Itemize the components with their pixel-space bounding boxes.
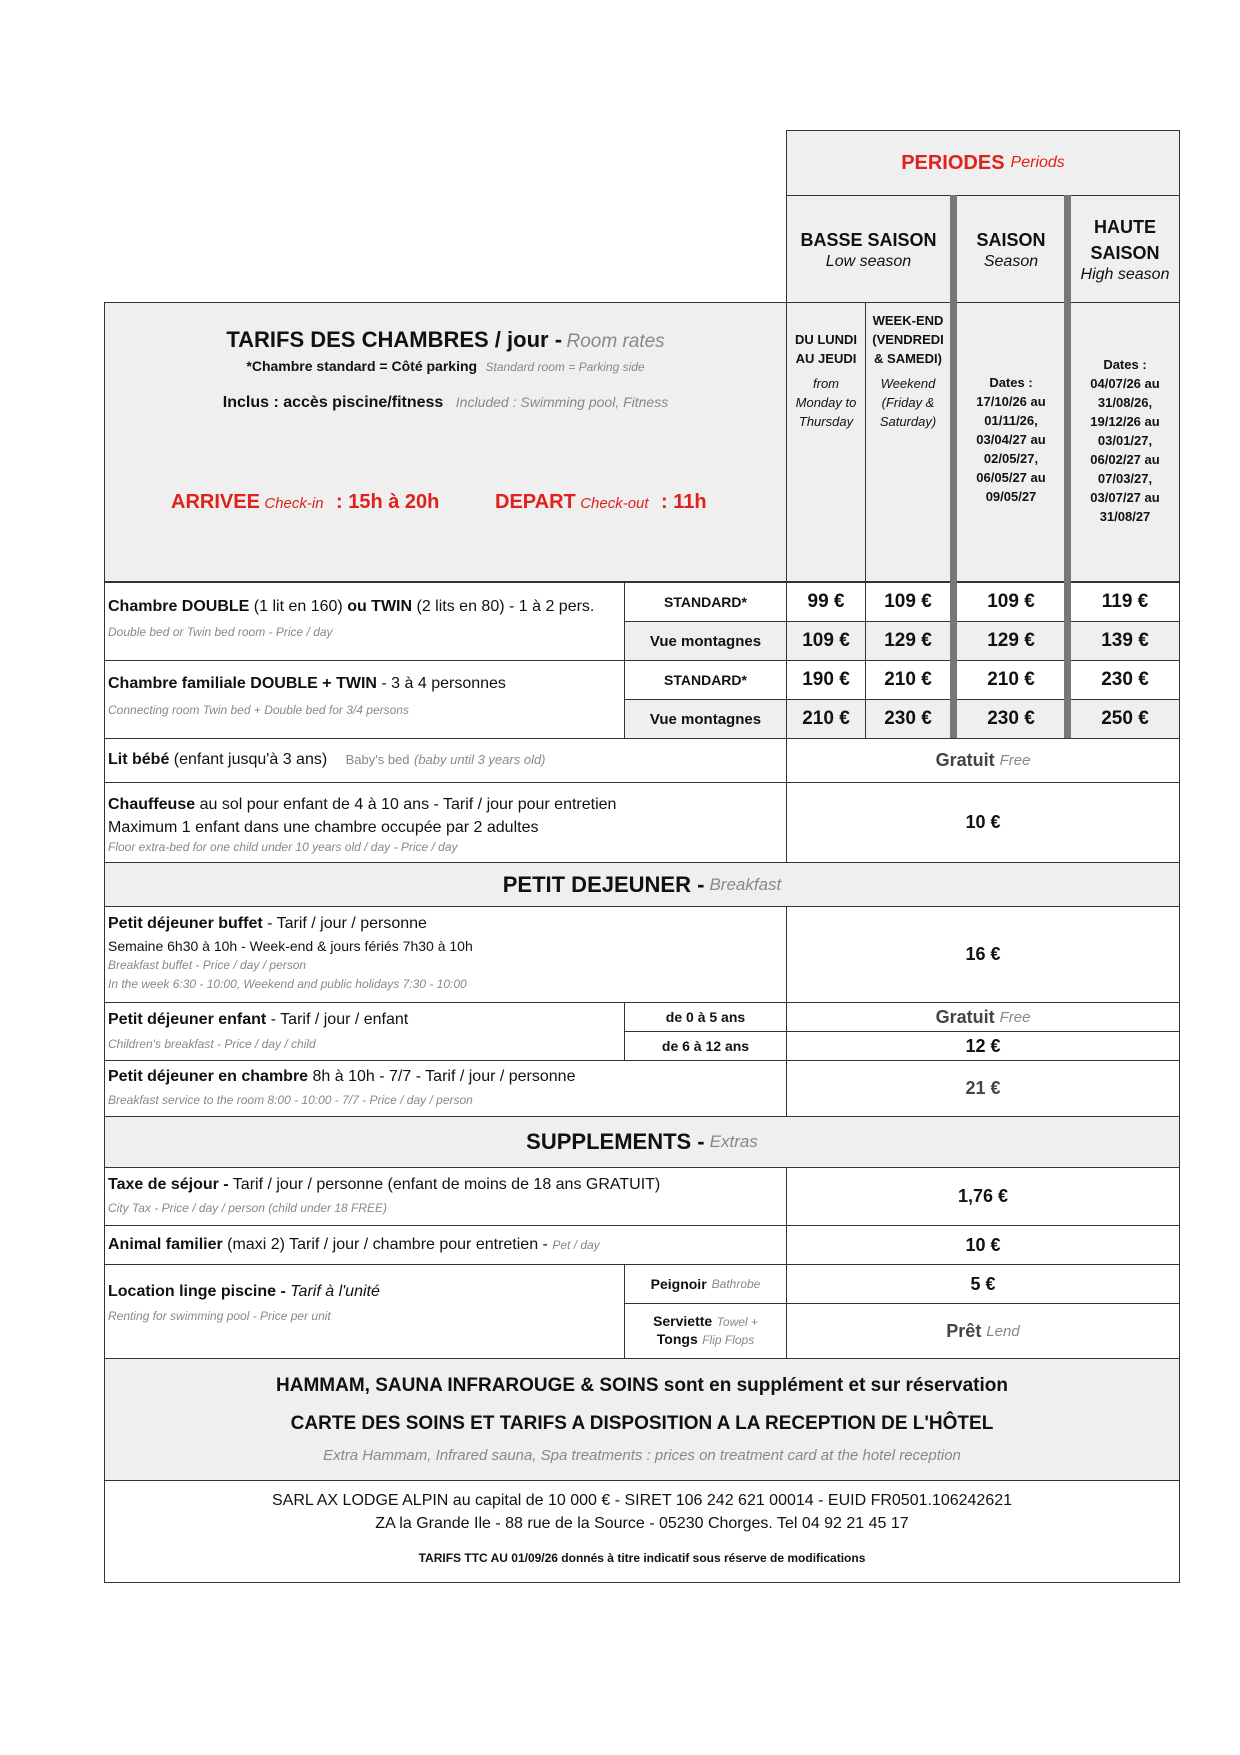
haute-saison-label-1: HAUTE — [1094, 217, 1156, 237]
breakfast-price-1-en: Free — [999, 1008, 1031, 1026]
saison-header — [956, 195, 1066, 303]
haute-dates-line: 31/08/27 — [1099, 509, 1151, 524]
lit-bebe-bold: Lit bébé — [108, 751, 170, 768]
room-price: 250 € — [1101, 708, 1149, 729]
breakfast-price-1: Gratuit — [935, 1006, 995, 1027]
saison-dates-line: Dates : — [989, 375, 1033, 390]
serviette-line — [653, 1313, 758, 1331]
spa-line-3: Extra Hammam, Infrared sauna, Spa treatments : prices on treatment card at the hotel reception — [323, 1447, 961, 1464]
saison-dates-line: 06/05/27 au — [976, 470, 1046, 485]
buffet-line-2: Semaine 6h30 à 10h - Week-end & jours fériés 7h30 à 10h — [108, 938, 473, 954]
room-name-bold-1: Chambre DOUBLE — [108, 598, 250, 615]
chauffeuse-line-1 — [108, 796, 616, 814]
column-separator-2 — [1064, 195, 1071, 738]
animal-price: 10 € — [965, 1234, 1001, 1255]
saison-dates — [957, 373, 1065, 506]
chauffeuse-bold: Chauffeuse — [108, 796, 196, 813]
tongs-line — [657, 1331, 754, 1349]
taxe-line — [108, 1176, 660, 1194]
chauffeuse-normal: au sol pour enfant de 4 à 10 ans - Tarif / jour pour entretien — [195, 796, 617, 813]
peignoir-label: Peignoir — [650, 1276, 707, 1292]
supplements-title-en: Extras — [709, 1132, 758, 1151]
room-type-label: Vue montagnes — [649, 632, 762, 650]
saison-dates-cell — [956, 302, 1066, 582]
lundi-en-3: Thursday — [798, 414, 854, 429]
checkout-en: Check-out — [580, 495, 649, 512]
checkin-en: Check-in — [264, 495, 324, 512]
animal-normal: (maxi 2) Tarif / jour / chambre pour entretien - — [222, 1236, 553, 1253]
room-name-normal-1: (1 lit en 160) — [249, 598, 348, 615]
periods-title-en: Periods — [1010, 154, 1065, 171]
room-name-bold-1: Chambre familiale DOUBLE + TWIN — [108, 675, 377, 692]
room-type-label: Vue montagnes — [649, 710, 762, 728]
breakfast-price-2: 12 € — [965, 1035, 1001, 1056]
spa-section — [104, 1358, 1180, 1481]
basse-saison-en: Low season — [825, 253, 912, 270]
buffet-sub-2: In the week 6:30 - 10:00, Weekend and public holidays 7:30 - 10:00 — [108, 977, 467, 991]
chauffeuse-price: 10 € — [965, 812, 1001, 832]
serviette-label: Serviette — [653, 1313, 713, 1329]
buffet-label-cell — [104, 906, 787, 1003]
linge-sub: Renting for swimming pool - Price per unit — [108, 1309, 331, 1323]
saison-dates-line: 01/11/26, — [984, 413, 1038, 428]
taxe-label-cell — [104, 1167, 787, 1226]
breakfast-header — [104, 862, 1180, 907]
saison-dates-line: 17/10/26 au — [976, 394, 1046, 409]
breakfast-age-1-cell — [624, 1002, 787, 1032]
lundi-jeudi-header — [786, 302, 866, 582]
room-name-normal-2: (2 lits en 80) - 1 à 2 pers. — [412, 598, 595, 615]
breakfast-title-en: Breakfast — [709, 874, 782, 894]
breakfast-room-bold: Petit déjeuner en chambre — [108, 1068, 309, 1085]
arrivee-label: ARRIVEE — [171, 491, 260, 513]
room-rates-title-en: Room rates — [566, 331, 665, 352]
breakfast-enfant-bold: Petit déjeuner enfant — [108, 1011, 267, 1028]
lundi-label-2: AU JEUDI — [795, 351, 857, 366]
room-price: 109 € — [884, 591, 932, 612]
breakfast-price-2-cell — [786, 1031, 1180, 1061]
room-price-cell — [956, 621, 1066, 661]
linge-label-cell — [104, 1264, 625, 1359]
breakfast-age-2: de 6 à 12 ans — [661, 1038, 750, 1054]
animal-price-cell — [786, 1225, 1180, 1265]
taxe-normal: Tarif / jour / personne — [228, 1176, 388, 1193]
haute-dates-line: 06/02/27 au — [1090, 452, 1160, 467]
animal-label-cell — [104, 1225, 787, 1265]
buffet-price: 16 € — [965, 944, 1001, 964]
included-en: Included : Swimming pool, Fitness — [455, 394, 669, 410]
weekend-label-3: & SAMEDI) — [874, 351, 942, 366]
weekend-label-2: (VENDREDI — [872, 332, 944, 347]
supplements-header — [104, 1116, 1180, 1168]
arrivee-time: : 15h à 20h — [336, 491, 440, 513]
basse-saison-label: BASSE SAISON — [800, 230, 937, 250]
room-label-cell — [104, 660, 625, 739]
room-name — [108, 598, 594, 616]
breakfast-enfant-label-cell — [104, 1002, 625, 1061]
breakfast-price-1-cell — [786, 1002, 1180, 1032]
standard-note: *Chambre standard = Côté parking — [246, 358, 478, 374]
buffet-bold: Petit déjeuner buffet — [108, 915, 263, 932]
peignoir-price-cell — [786, 1264, 1180, 1304]
room-price-cell — [1070, 699, 1180, 739]
room-price: 210 € — [884, 669, 932, 690]
taxe-bold: Taxe de séjour - — [108, 1176, 229, 1193]
peignoir-en: Bathrobe — [711, 1277, 761, 1291]
tongs-en: Flip Flops — [702, 1333, 755, 1347]
lit-bebe-price: Gratuit — [935, 750, 995, 770]
room-price: 210 € — [802, 708, 850, 729]
footer-disclaimer: TARIFS TTC AU 01/09/26 donnés à titre indicatif sous réserve de modifications — [418, 1551, 866, 1565]
animal-en: Pet / day — [552, 1238, 600, 1252]
included-label: Inclus : accès piscine/fitness — [222, 394, 444, 411]
room-price-cell — [1070, 582, 1180, 622]
weekend-label-1: WEEK-END — [872, 313, 944, 328]
room-rates-header — [104, 302, 787, 582]
checkout-row — [495, 491, 707, 514]
haute-dates — [1071, 355, 1179, 526]
chauffeuse-price-cell — [786, 782, 1180, 863]
room-price: 230 € — [987, 708, 1035, 729]
weekend-en-2: (Friday & — [881, 395, 935, 410]
haute-dates-line: 04/07/26 au — [1090, 376, 1160, 391]
breakfast-age-1: de 0 à 5 ans — [665, 1009, 746, 1025]
room-price-cell — [865, 660, 951, 700]
haute-dates-line: 07/03/27, — [1097, 471, 1153, 486]
depart-time: : 11h — [661, 491, 707, 513]
room-price-cell — [865, 699, 951, 739]
breakfast-room-price-cell — [786, 1060, 1180, 1117]
lit-bebe-label-cell — [104, 738, 787, 783]
room-price: 230 € — [1101, 669, 1149, 690]
spa-line-1: HAMMAM, SAUNA INFRAROUGE & SOINS sont en supplément et sur réservation — [276, 1375, 1008, 1396]
serviette-price: Prêt — [946, 1320, 982, 1341]
room-price: 230 € — [884, 708, 932, 729]
haute-dates-line: 03/01/27, — [1097, 433, 1153, 448]
room-price: 190 € — [802, 669, 850, 690]
breakfast-room-sub: Breakfast service to the room 8:00 - 10:00 - 7/7 - Price / day / person — [108, 1093, 473, 1107]
included-row — [105, 394, 786, 412]
breakfast-enfant-sub: Children's breakfast - Price / day / child — [108, 1037, 316, 1051]
saison-label: SAISON — [976, 230, 1046, 250]
supplements-title: SUPPLEMENTS - — [526, 1129, 705, 1154]
chauffeuse-sub: Floor extra-bed for one child under 10 years old / day - Price / day — [108, 840, 458, 854]
room-rates-title: TARIFS DES CHAMBRES / jour - — [226, 327, 563, 352]
buffet-sub-1: Breakfast buffet - Price / day / person — [108, 958, 307, 972]
serviette-price-cell — [786, 1303, 1180, 1359]
breakfast-enfant-line — [108, 1011, 408, 1029]
room-type-label: STANDARD* — [664, 594, 747, 610]
linge-line — [108, 1283, 380, 1301]
room-rates-title-row — [105, 327, 786, 353]
room-price-cell — [956, 660, 1066, 700]
room-type-label: STANDARD* — [664, 672, 747, 688]
standard-note-en: Standard room = Parking side — [485, 360, 645, 374]
saison-en: Season — [983, 253, 1039, 270]
serviette-price-en: Lend — [986, 1322, 1020, 1340]
column-separator-1 — [950, 195, 957, 738]
room-price-cell — [786, 621, 866, 661]
taxe-price-cell — [786, 1167, 1180, 1226]
breakfast-room-normal: 8h à 10h - 7/7 - Tarif / jour / personne — [308, 1068, 576, 1085]
room-price-cell — [865, 582, 951, 622]
lit-bebe-en: Baby's bed — [345, 752, 410, 767]
linge-bold: Location linge piscine - — [108, 1283, 286, 1300]
haute-saison-header — [1070, 195, 1180, 303]
footer — [104, 1480, 1180, 1583]
periods-title: PERIODES — [901, 151, 1005, 174]
room-price-cell — [786, 660, 866, 700]
weekend-header — [865, 302, 951, 582]
room-price-cell — [786, 582, 866, 622]
buffet-line-1 — [108, 915, 427, 933]
room-price-cell — [865, 621, 951, 661]
animal-bold: Animal familier — [108, 1236, 223, 1253]
room-price: 129 € — [987, 630, 1035, 651]
weekend-en-1: Weekend — [880, 376, 936, 391]
room-price: 99 € — [807, 591, 845, 612]
breakfast-enfant-normal: - Tarif / jour / enfant — [266, 1011, 409, 1028]
chauffeuse-line-2: Maximum 1 enfant dans une chambre occupée par 2 adultes — [108, 819, 539, 836]
lit-bebe-en-italic: (baby until 3 years old) — [414, 752, 546, 767]
breakfast-room-label-cell — [104, 1060, 787, 1117]
spa-line-2: CARTE DES SOINS ET TARIFS A DISPOSITION A LA RECEPTION DE L'HÔTEL — [290, 1413, 994, 1434]
serviette-en: Towel + — [716, 1315, 758, 1329]
chauffeuse-label-cell — [104, 782, 787, 863]
lundi-label-1: DU LUNDI — [794, 332, 858, 347]
room-type-cell — [624, 582, 787, 622]
room-price-cell — [956, 699, 1066, 739]
room-type-cell — [624, 660, 787, 700]
periods-header — [786, 130, 1180, 196]
room-price: 109 € — [987, 591, 1035, 612]
room-price-cell — [956, 582, 1066, 622]
buffet-price-cell — [786, 906, 1180, 1003]
taxe-price: 1,76 € — [957, 1186, 1009, 1206]
breakfast-room-price: 21 € — [965, 1078, 1001, 1098]
saison-dates-line: 03/04/27 au — [976, 432, 1046, 447]
lundi-en-1: from — [813, 376, 839, 391]
lit-bebe-text — [108, 751, 546, 769]
peignoir-price: 5 € — [970, 1273, 996, 1294]
taxe-sub: City Tax - Price / day / person (child under 18 FREE) — [108, 1201, 387, 1215]
haute-dates-line: Dates : — [1103, 357, 1147, 372]
room-name — [108, 675, 506, 693]
standard-note-row — [105, 358, 786, 376]
room-sub: Connecting room Twin bed + Double bed for 3/4 persons — [108, 703, 409, 717]
room-name-bold-2: ou TWIN — [347, 598, 413, 615]
depart-label: DEPART — [495, 491, 576, 513]
lit-bebe-normal: (enfant jusqu'à 3 ans) — [169, 751, 328, 768]
lit-bebe-price-cell — [786, 738, 1180, 783]
footer-company: SARL AX LODGE ALPIN au capital de 10 000 € - SIRET 106 242 621 00014 - EUID FR0501.106242621 — [271, 1492, 1013, 1509]
room-price: 129 € — [884, 630, 932, 651]
room-price: 139 € — [1101, 630, 1149, 651]
room-type-cell — [624, 621, 787, 661]
room-sub: Double bed or Twin bed room - Price / day — [108, 625, 333, 639]
breakfast-title: PETIT DEJEUNER - — [502, 871, 705, 897]
basse-saison-header — [786, 195, 951, 303]
room-name-normal-1: - 3 à 4 personnes — [376, 675, 506, 692]
checkin-row — [171, 491, 439, 514]
buffet-normal: - Tarif / jour / personne — [262, 915, 427, 932]
haute-saison-label-2: SAISON — [1090, 243, 1160, 263]
room-price: 210 € — [987, 669, 1035, 690]
haute-dates-cell — [1070, 302, 1180, 582]
haute-saison-en: High season — [1080, 266, 1170, 283]
peignoir-cell — [624, 1264, 787, 1304]
haute-dates-line: 19/12/26 au — [1090, 414, 1160, 429]
linge-italic: Tarif à l'unité — [285, 1283, 380, 1300]
room-price: 119 € — [1101, 591, 1149, 612]
haute-dates-line: 03/07/27 au — [1090, 490, 1160, 505]
taxe-child-note: (enfant de moins de 18 ans GRATUIT) — [387, 1176, 661, 1193]
room-type-cell — [624, 699, 787, 739]
lit-bebe-price-en: Free — [999, 752, 1031, 769]
room-price: 109 € — [802, 630, 850, 651]
breakfast-room-line — [108, 1068, 575, 1086]
room-price-cell — [1070, 660, 1180, 700]
saison-dates-line: 02/05/27, — [983, 451, 1039, 466]
saison-dates-line: 09/05/27 — [985, 489, 1037, 504]
room-label-cell — [104, 582, 625, 661]
serviette-cell — [624, 1303, 787, 1359]
haute-dates-line: 31/08/26, — [1097, 395, 1153, 410]
footer-address: ZA la Grande Ile - 88 rue de la Source - 05230 Chorges. Tel 04 92 21 45 17 — [375, 1515, 909, 1532]
room-price-cell — [786, 699, 866, 739]
lundi-en-2: Monday to — [795, 395, 857, 410]
animal-line — [108, 1236, 600, 1254]
room-price-cell — [1070, 621, 1180, 661]
tongs-label: Tongs — [656, 1331, 698, 1347]
weekend-en-3: Saturday) — [879, 414, 937, 429]
breakfast-age-2-cell — [624, 1031, 787, 1061]
